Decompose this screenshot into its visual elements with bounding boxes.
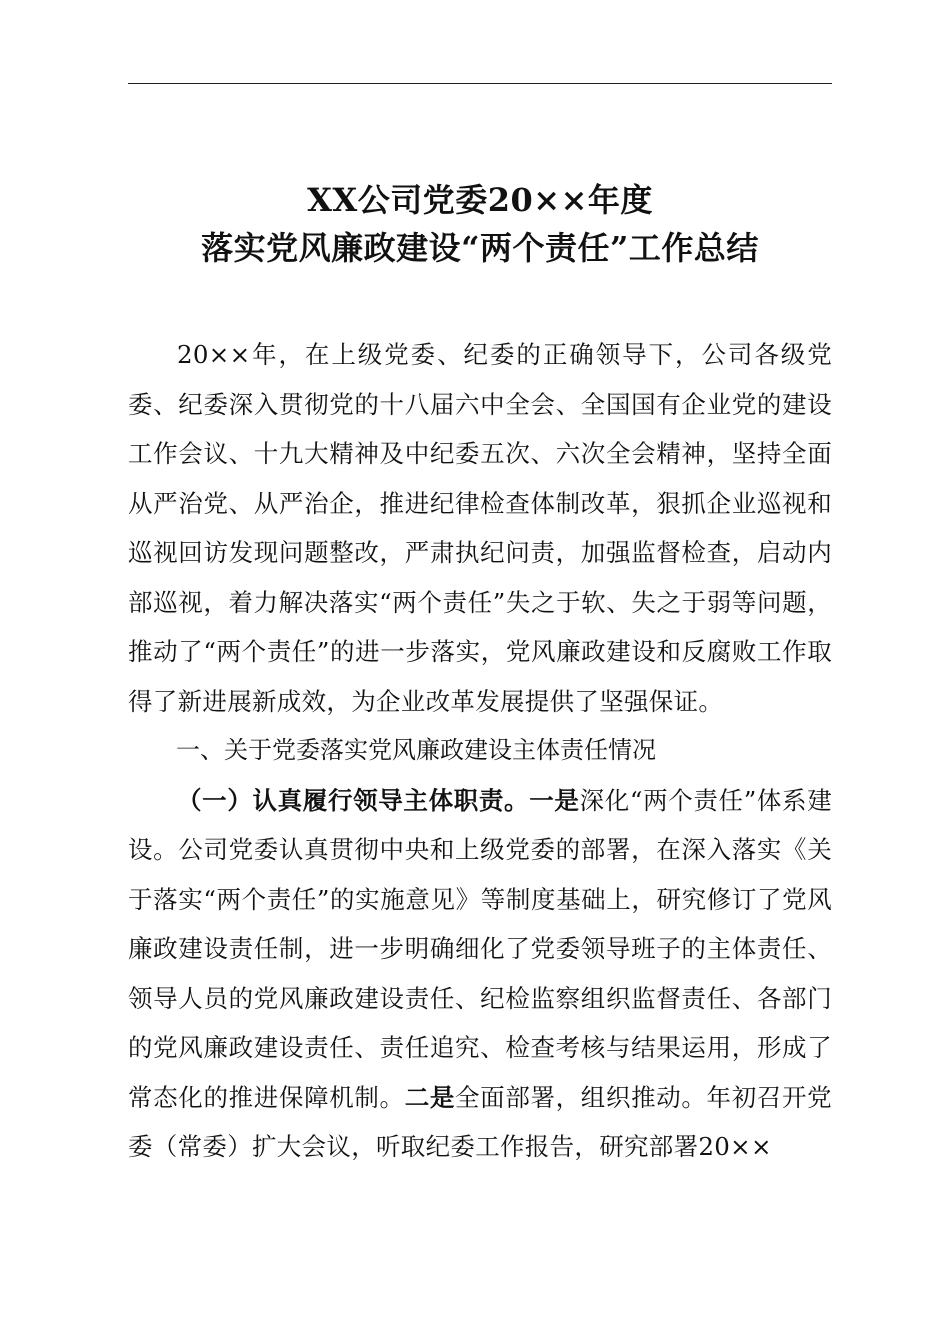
point-1-label: 一是 — [529, 785, 580, 815]
intro-paragraph: 20××年，在上级党委、纪委的正确领导下，公司各级党委、纪委深入贯彻党的十八届六中全会、全国国有企业党的建设工作会议、十九大精神及中纪委五次、六次全会精神，坚持全面从严治党、从严治企，推进纪律检查体制改革，狠抓企业巡视和巡视回访发现问题整改，严肃执纪问责，加强监督检查，启动内部巡视，着力解决落实“两个责任”失之于软、失之于弱等问题，推动了“两个责任”的进一步落实，党风廉政建设和反腐败工作取得了新进展新成效，为企业改革发展提供了坚强保证。 — [128, 340, 832, 716]
point-2-label: 二是 — [404, 1082, 456, 1112]
document-title — [128, 176, 832, 272]
header-rule — [128, 83, 832, 84]
title-line-2: 落实党风廉政建设“两个责任”工作总结 — [201, 229, 759, 267]
point-1-text: 深化“两个责任”体系建设。公司党委认真贯彻中央和上级党委的部署，在深入落实《关于落实“两个责任”的实施意见》等制度基础上，研究修订了党风廉政建设责任制，进一步明确细化了党委领导班子的主体责任、领导人员的党风廉政建设责任、纪检监察组织监督责任、各部门的党风廉政建设责任、责任追究、检查考核与结果运用，形成了常态化的推进保障机制。 — [128, 785, 832, 1112]
subsection-1-lead: （一）认真履行领导主体职责。 — [177, 785, 530, 815]
subsection-1-paragraph — [128, 776, 832, 1172]
title-line-1: XX公司党委20××年度 — [307, 181, 653, 219]
point-2-text: 全面部署，组织推动。年初召开党委（常委）扩大会议，听取纪委工作报告，研究部署20×× — [128, 1082, 832, 1161]
section-1-heading: 一、关于党委落实党风廉政建设主体责任情况 — [176, 736, 656, 764]
document-body — [128, 330, 832, 1172]
